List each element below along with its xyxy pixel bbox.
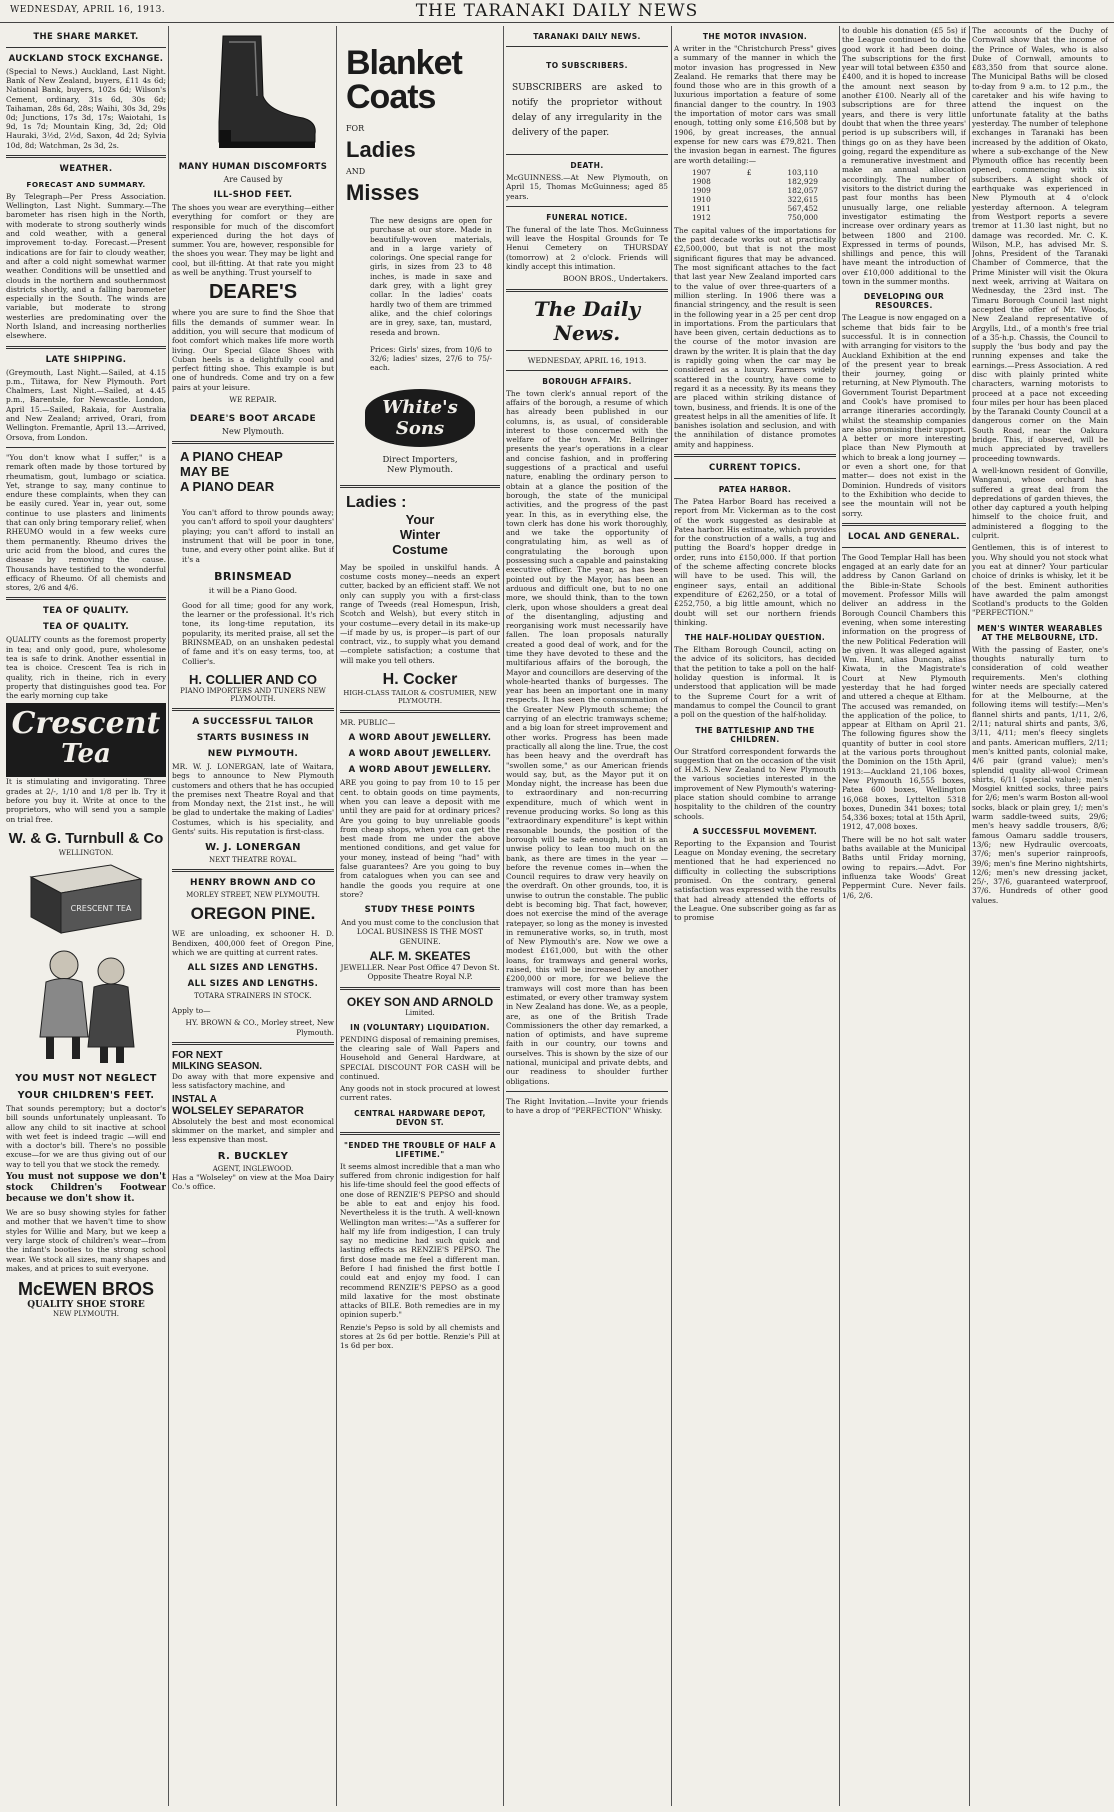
central-hardware-name: CENTRAL HARDWARE DEPOT, DEVON ST. [354,1108,486,1127]
importers-text: Direct Importers, [382,454,458,465]
tea-packet-label: CRESCENT TEA [70,903,132,913]
tailor-heading-2: STARTS BUSINESS IN [196,732,310,743]
skeates-name: ALF. M. SKEATES [369,949,471,964]
mcewen-name: McEWEN BROS [17,1279,154,1300]
patea-heading: PATEA HARBOR. [718,484,792,494]
resources-text: The League is now engaged on a scheme that bids fair to be successful. It is in connection with arranging for visitors to the Auckland Exhibition at the end of the present year to break their journey, going or returning, at New Plymouth. The Government Tourist Department and Cook's have promised to arrange itineraries accordingly, whilst the steamship companies are also promising their support. A better or more interesting place than New Plymouth at which to break a long journey —or even a short one, for that matter— does not exist in the Dominion. Hundreds of visitors to the Exhibition who decide to see the mountain will not be sorry. [842,313,966,518]
tea-packet-icon [21,857,151,937]
movement-text: Reporting to the Expansion and Tourist League on Monday evening, the secretary mentioned that he had experienced no difficulty in collecting the subscriptions promised. On the contrary, general satisfaction was expressed with the results that had already attended the efforts of the League. One subscriber going as far as to promise [674,838,836,923]
jewellery-heading-2: A WORD ABOUT JEWELLERY. [348,749,492,760]
ladies-costume-heading: Ladies : [346,493,407,511]
shoe-text: The shoes you wear are everything—either everything for comfort or they are responsible for much of the discomfort experienced during the hot days of summer. You are, however, responsible for the shoes you wear. They may be light and cool, but ill-fitting. At that rate you might as well be anything. Trust yourself to [172,203,334,278]
death-text: McGUINNESS.—At New Plymouth, on April 15, Thomas McGuinness; aged 85 years. [506,173,668,201]
wolseley-heading: WOLSELEY SEPARATOR [172,1104,304,1117]
turnbull-city: WELLINGTON. [58,848,114,857]
importers-city: New Plymouth. [387,464,453,475]
suppose-body: We are so busy showing styles for father and mother that we haven't time to show styles for Willie and Mary, but we keep a very large stock of children's wear—from the infant's booties to the strong school wear. We stock all sizes, many shapes and makes, and at prices to suit everyone. [6,1208,166,1273]
piano-heading-1: A PIANO CHEAP [180,449,283,465]
column-rule [168,26,169,1806]
for-text: FOR [346,124,365,133]
prices-text: Prices: Girls' sizes, from 10/6 to 32/6; ladies' sizes, 27/6 to 75/- each. [370,344,492,373]
taranaki-heading: TARANAKI DAILY NEWS. [533,32,641,41]
milking-heading-2: MILKING SEASON. [172,1061,263,1073]
column-5 [674,26,836,1806]
local-general-text: The Good Templar Hall has been engaged at an early date for an address by Canon Garland on the Bible-in-State Schools movement. Professor Mills will deliver an address in the Borough Council Chambers this evening, when some interesting information on the progress of the new Political Federation will be given. It was alleged against Wm. Hunt, alias Duncan, alias Kiwata, in the Magistrate's Court at New Plymouth yesterday that he had forged and uttered a cheque at Eltham. The accused was remanded, on the application of the police, to appear at Eltham on April 21. The following figures show the quantity of butter in cool store at the various ports throughout the Dominion on the 15th April, 1913:—Auckland 21,106 boxes, New Plymouth 16,555 boxes, Patea 600 boxes, Wellington 16,068 boxes, Lyttelton 5318 boxes, Dunedin 341 boxes; total 54,336 boxes; total at 15th April, 1912, 47,008 boxes. [842,552,966,832]
sizes-heading-1: ALL SIZES AND LENGTHS. [187,963,319,974]
weather-heading: WEATHER. [59,163,113,174]
cocker-tagline: HIGH-CLASS TAILOR & COSTUMIER, NEW PLYMOUTH. [343,689,497,706]
table-row: 1912 750,000 [692,212,818,222]
buckley-agent: AGENT, INGLEWOOD. [212,1164,294,1173]
column-6 [842,26,966,1806]
news-items-text: The accounts of the Duchy of Cornwall show that the income of the Prince of Wales, who is also Duke of Cornwall, amounts to £83,350 from that source alone. The Municipal Baths will be closed to-day from 9 a.m. to 12 p.m., the caretaker and his wife having to attend the inquest on the unfortunate fatality at the baths yesterday. The number of telephone exchanges in Taranaki has been increased by the addition of Okato, where a sub-exchange of the New Plymouth office has recently been opened, commencing with six subscribers. A slight shock of earthquake was experienced in New Plymouth at 4 o'clock yesterday afternoon. A telegram from Westport reports a severe tremor at 11.30 last night, but no damage was recorded. Mr. C. K. Wilson, M.P., has advised Mr. S. Johns, President of the Taranaki Chamber of Commerce, that the Prime Minister will visit the Okura next week, arriving at Waitara on Wednesday, the 23rd inst. The Timaru Borough Council last night accepted the offer of Mr. Woods, New Zealand representative of Argylls, Ltd., of a month's free trial of a 35-h.p. Chassis, the Council to supply the 'bus body and pay the running expenses and take the earnings.—Press Association. A red disc with plainly printed white characters, warning motorists to proceed at a pace not exceeding four miles per hour has been placed by the Taranaki County Council at a dangerous corner on the Main South Road, near the Oakura bridge. This, if observed, will be much appreciated by travellers proceeding townwards. [972,26,1108,463]
tailor-heading-1: A SUCCESSFUL TAILOR [192,716,314,727]
misses-heading: Misses [346,180,420,205]
column-3 [340,26,500,1806]
borough-heading: BOROUGH AFFAIRS. [542,376,632,386]
repair-text: WE REPAIR. [229,395,277,405]
tea-word: Tea [61,739,111,770]
neglect-text: That sounds peremptory; but a doctor's bill sounds unfortunately unpleasant. To allow any child to sit inactive at school with wet feet is indeed tragic —will end with a doctor's bill. There's no possible excuse—for we are thus giving out of our way to tell you that we stock the remedy. [6,1103,166,1169]
suppose-text: You must not suppose we don't stock Children's Footwear because we don't show it. [6,1172,166,1205]
movement-heading: A SUCCESSFUL MOVEMENT. [692,826,818,836]
shipping-text: (Greymouth, Last Night.—Sailed, at 4.15 p.m., Tiitawa, for New Plymouth. Port Chalmers, Last Night.—Sailed, at 4.45 p.m., Barentsle, for Newcastle. London, April 15.—Sailed, Rakaia, for Australia and New Zealand; arrived, Orari, from Wellington. Fremantle, April 13.—Arrived, Orsova, from London. [6,367,166,442]
piano-heading-2: MAY BE [180,464,230,480]
deares-city: New Plymouth. [221,427,285,437]
gonville-text: A well-known resident of Gonville, Wanganui, whose orchard has suffered a great deal from the depredations of garden thieves, the other day captured a youth helping himself to the choice fruit, and administered a flogging to the culprit. [972,465,1108,541]
local-general-tail: There will be no hot salt water baths available at the Municipal Baths until Friday morning, owing to repairs.—Advt. For influenza take Woods' Great Peppermint Cure. Never fails. 1/6, 2/6. [842,834,966,900]
milking-heading-1: FOR NEXT [172,1050,223,1062]
column-rule [969,26,970,1806]
okey-text: PENDING disposal of remaining premises, the clearing sale of Wall Papers and Household and General Hardware, at SPECIAL DISCOUNT FOR CASH will be continued. [340,1034,500,1081]
crescent-ad-text: It is stimulating and invigorating. Three grades at 2/-, 1/10 and 1/8 per lb. Try it before you buy it. Write at once to the proprietors, who will send you a sample on trial free. [6,777,166,824]
share-market-heading: THE SHARE MARKET. [33,32,139,42]
weather-text: By Telegraph—Per Press Association. Wellington, Last Night. Summary.—The barometer has risen high in the North, with moderate to strong southerly winds and cold weather, with a general improvement to-day. Forecast.—Present indications are for fair to cloudy weather, and after a cold night somewhat warmer weather. Conditions will be unsettled and clouds in the northern and southernmost districts shortly, and a falling barometer especially in the South. The winds are variable, but moderate to strong westerlies are predominating over the North Island, and increasing northerlies elsewhere. [6,191,166,341]
forecast-heading: FORECAST AND SUMMARY. [26,179,146,189]
subscribers-text: SUBSCRIBERS are asked to notify the proprietor without delay of any irregularity in the delivery of the paper. [512,83,662,138]
melbourne-text: With the passing of Easter, one's thoughts naturally turn to consideration of cold weather requirements. Men's clothing winter needs are specially catered for at the Melbourne, at the following items will testify:—Men's flannel shirts and pants, 1/11, 2/6, 2/11; natural shirts and pants, 3/6, 3/11, 4/11; men's fleecy singlets and pants. American mufflers, 2/11; men's knitted pants, colonial make, 4/6 pair (grand value); men's splendid quality all-wool Crimean shirts, 6/11 (special value); men's Mosgiel knitted socks, three pairs for 2/6; men's warm Boston all-wool socks, black or plain grey, 1/; men's warm saddle-tweed suits, 29/6; men's heavy saddle trousers, 8/6; famous Oamaru saddle trousers, 13/6; new Hydraulic overcoats, 37/6; men's superior rainproofs, 39/6; men's fine Merino nightshirts, 12/6; men's new dressing jacket, 25/-, 37/6, guaranteed waterproof, 37/6. Hundreds of other good values. [972,644,1108,905]
resources-heading: DEVELOPING OUR RESOURCES. [863,292,945,311]
deares-text: where you are sure to find the Shoe that fills the demands of summer wear. In addition, you will secure that modicum of foot comfort which makes life more worth living. Our Special Glace Shoes with Cuban heels is a delightfully cool and perfect fitting shoe. This example is but one of hundreds. Come and try on a few pairs at your leisure. [172,308,334,392]
crescent-tea-logo [6,703,166,777]
buckley-text: Has a "Wolseley" on view at the Moa Dairy Co.'s office. [172,1172,334,1191]
battleship-heading: THE BATTLESHIP AND THE CHILDREN. [695,725,815,744]
current-topics-heading: CURRENT TOPICS. [708,462,802,473]
column-7 [972,26,1108,1806]
wolseley-text: Absolutely the best and most economical skimmer on the market, and simpler and less expensive than most. [172,1116,334,1145]
collier-tagline: PIANO IMPORTERS AND TUNERS NEW PLYMOUTH. [180,686,326,703]
jewellery-heading-3: A WORD ABOUT JEWELLERY. [348,765,492,776]
cocker-name: H. Cocker [382,671,458,689]
ended-heading: "ENDED THE TROUBLE OF HALF A LIFETIME." [344,1140,496,1159]
milking-text: Do away with that more expensive and less satisfactory machine, and [172,1072,334,1091]
auckland-heading: AUCKLAND STOCK EXCHANGE. [8,54,164,64]
motor-text: A writer in the "Christchurch Press" gives a summary of the manner in which the motor invasion has progressed in New Zealand. He remarks that there may be found those who are in this growth of a luxurious importation a feature of some financial danger to the country. In 1903 the importation of motor cars was small enough, totting only some £16,508 but by 1906, by great increases, the annual expense for new cars was £79,821. Then the invasion began in earnest. The figures are worth detailing:— [674,44,836,165]
apply-text: Apply to— [172,1006,211,1016]
editorial-date: WEDNESDAY, APRIL 16, 1913. [527,355,647,365]
tailor-text: MR. W. J. LONERGAN, late of Waitara, begs to announce to New Plymouth customers and others that he has occupied the premises next Theatre Royal and that from Monday next, the 21st inst., he will be glad to undertake the making of Ladies' Costumes, which is his speciality, and Gents' suits. His reputation is first-class. [172,761,334,836]
coats-heading: Coats [346,78,436,116]
column-rule [503,26,504,1806]
neglect-heading: YOU MUST NOT NEGLECT [15,1072,157,1084]
column-rule [336,26,337,1806]
death-heading: DEATH. [570,161,604,170]
skeates-address: JEWELLER. Near Post Office 47 Devon St. Opposite Theatre Royal N.P. [340,963,500,982]
henry-brown-address: MORLEY STREET, NEW PLYMOUTH. [186,891,320,900]
ended-text: It seems almost incredible that a man who suffered from chronic indigestion for half his life-time should feel the good effects of one dose of RENZIE'S PEPSO and should be able to eat and enjoy his food. Nevertheless it is the truth. A well-known Wellington man writes:—"As a sufferer for half my life from indigestion, I can truly say no medicine had such quick and lasting effects as RENZIE'S PEPSO. The first dose made me feel a different man. Before I had finished the first bottle I could eat and enjoy my food. I can recommend RENZIE'S PEPSO as a good mild laxative for the most obstinate attacks of BILE. Both remedies are in my opinion superb." [340,1161,500,1320]
tailor-heading-3: NEW PLYMOUTH. [207,748,299,759]
melbourne-heading: MEN'S WINTER WEARABLES AT THE MELBOURNE, LTD. [977,623,1103,642]
hy-brown-text: HY. BROWN & CO., Morley street, New Plymouth. [185,1018,334,1037]
brinsmead-name: BRINSMEAD [214,569,292,583]
oregon-heading: OREGON PINE. [190,904,316,924]
sizes-heading-2: ALL SIZES AND LENGTHS. [187,979,319,990]
winter-heading-1: Your [405,511,435,527]
column-4 [506,26,668,1806]
undertakers-text: BOON BROS., Undertakers. [563,274,668,284]
henry-brown-name: HENRY BROWN AND CO [190,878,316,889]
rheumo-ad-text: "You don't know what I suffer," is a remark often made by those tortured by rheumatism, gout, lumbago or sciatica. Yet, strange to say, many continue to endure these complaints, when they can be easily cured. Year in, year out, some continue to use plasters and liniments that can only bring temporary relief, when RHEUMO would in a few weeks cure them permanently. Rheumo drives the uric acid from the blood, and cures the disease by removing the cause. Thousands have testified to the wonderful efficacy of Rheumo. Of all chemists and stores, 2/6 and 4/6. [6,452,166,593]
piano-heading-3: A PIANO DEAR [180,479,275,495]
winter-heading-3: Costume [392,541,448,557]
children-illustration-icon [16,937,156,1067]
motor-table [674,168,836,222]
jewellery-text: ARE you going to pay from 10 to 15 per cent. to obtain goods on time payments, when you can leave a deposit with me until they are paid for at ordinary prices? Are you going to buy unreliable goods from cheap shops, when you can get the best made from me under the above mentioned conditions, and get value for your money, instead of being "had" with false guarantees? Are you going to buy from catalogues when you can see and handle the goods you require at one store? [340,778,500,899]
blanket-text: The new designs are open for purchase at our store. Made in beautifully-woven materials, and in a large variety of colorings. One special range for girls, in sizes from 23 to 48 inches, is made in saxe and dark grey, with a light grey collar. In the ladies' coats hardly two of them are trimmed alike, and the chief colorings are in grey, saxe, tan, mustard, reseda and brown. [370,216,492,337]
totara-text: TOTARA STRAINERS IN STOCK. [194,992,312,1001]
borough-text: The town clerk's annual report of the affairs of the borough, a resume of which has already been published in our columns, is, as usual, of considerable interest to those concerned with the welfare of the town. Mr. Bellringer presents the year's operations in a clear and concise fashion, and in proffering suggestions of a practical and useful nature, enabling the ordinary person to obtain at a glance the position of the borough, the state of the municipal activities, and the progress of the past year. In this, as in everything else, the town clerk has done his work thoroughly, and we take the opportunity of congratulating him, as well as of congratulating the borough upon possessing such a capable and painstaking executive officer. The year, as has been pointed out by the Mayor, has been an arduous and difficult one, but to no one more, we should think, than to the town clerk, upon whose shoulders a great deal of the disentangling, adjusting and reorganising work must necessarily have fallen. The loan proposals naturally created a good deal of work, and for the time they have devoted to these and the multifarious affairs of the borough, the Mayor and councillors are deserving of the whole-hearted thanks of burgesses. The year has been an important one in many respects. It has seen the consummation of the Greater New Plymouth scheme; the carrying of an electric tramways scheme; and a big loan for street improvement and other works. Progress has been made practically all along the line. True, the cost has been heavy and the overdraft has "swollen some," as our American friends would say, but, as the Mayor put it on Monday night, the increase has been due to extraordinary and non-recurring expenditure, much of which went in revenue producing works. So long as this "extraordinary expenditure" is kept within reasonable bounds, the position of the borough will be safe enough, but it is an unwise policy to lean too much on the bank, as there are times in the year —before the revenue comes in—when the Council requires to draw very heavily on the overdraft. On other grounds, too, it is unwise to outrun the constable. The public debt is becoming big. That fact, however, does not exercise the mind of the average ratepayer, so long as the money is invested in remunerative works, so, in truth, most of New Plymouth's are. Now we owe a modest £161,000, but with the other loans, for tramways and general works, raised, this will be increased by another £200,000 or more, for we believe the tramways will cost more than has been estimated, or every other tramway system in New Zealand has done. We, as a people, are, as one of the British Trade Commissioners the other day remarked, a nation of optimists, and have supreme faith in our country, our towns and ourselves. This is shown by the size of our national, municipal and private debts, and our readiness to shoulder further obligations. [506,388,668,1086]
whites-sons-logo: White's Sons [365,389,475,447]
collier-name: H. COLLIER AND CO [188,671,318,687]
ended-tail: Renzie's Pepso is sold by all chemists and stores at 2s 6d per bottle. Renzie's Pill at 1s 6d per box. [340,1322,500,1351]
patea-text: The Patea Harbor Board has received a report from Mr. Vickerman as to the cost of the work suggested as desirable at Patea harbor. His estimate, which provides for the construction of a walls, a tug and putting the Board's hopper dredge in order, runs into £150,000. If that portion of the scheme affecting concrete blocks will have to be used. This will, the engineer says, entail an additional expenditure of £262,250, or a total of £252,750, a big little amount, which no doubt will set our northern friends thinking. [674,496,836,627]
table-row: 1907 £ 103,110 [692,167,818,177]
column-rule [839,26,840,1806]
lonergan-address: NEXT THEATRE ROYAL. [209,856,297,865]
ladies-heading: Ladies [346,137,416,162]
battleship-text: Our Stratford correspondent forwards the suggestion that on the occasion of the visit of H.M.S. New Zealand to New Plymouth the various societies interested in the improvement of New Plymouth's watering-place station should combine to arrange hospitality to the children of the country schools. [674,746,836,821]
turnbull-name: W. & G. Turnbull & Co [8,829,164,847]
motor-heading: THE MOTOR INVASION. [702,32,808,41]
piano-good-text: it will be a Piano Good. [208,585,298,595]
conclusion-text: And you must come to the conclusion that LOCAL BUSINESS IS THE MOST GENUINE. [341,918,499,946]
auckland-stock-text: (Special to News.) Auckland, Last Night. Bank of New Zealand, buyers, £11 4s 6d; National Bank, buyers, 102s 6d; Wilson's Cement, ordinary, 31s 6d, 30s 6d; Taihaman, 28s 6d, 28s; Waihi, 30s 3d, 29s 0d; Junctions, 17s 3d, 17s; Waiotahi, 1s 9d, 1s 7d; Mountain King, 3d, 2d; Old Hauraki, 3½d, 2½d, Saxon, 4d 2d; Sylvia 10d, 8d; Watchman, 2s 3d, 2s. [6,67,166,150]
tea-heading-2: TEA OF QUALITY. [43,622,129,633]
half-holiday-text: The Eltham Borough Council, acting on the advice of its solicitors, has decided that the petition to take a poll on the half-holiday question is informal. It is understood that application will be made to the Supreme Court for a writ of mandamus to compel the Council to grant a poll on the question of the half-holiday. [674,645,836,720]
column-rule [671,26,672,1806]
daily-news-nameplate: The Daily News. [533,296,641,345]
liquidation-heading: IN (VOLUNTARY) LIQUIDATION. [350,1022,490,1032]
shipping-heading: LATE SHIPPING. [45,354,127,365]
piano-text: You can't afford to throw pounds away; you can't afford to spoil your daughters' playing; you can't afford to install an instrument that will be poor in tone, tune, and every other point alike. But if it's a [182,508,334,564]
blanket-heading: Blanket [346,44,462,82]
league-text: to double his donation (£5 5s) if the League continued to do the good work it had been doing. The subscriptions for the first year will total between £350 and £400, and it is hoped to increase the amount next season by another £100. Nearly all of the subscriptions are for three years, and there is very little doubt that when the three years' period is up subscribers will, if things go on as they have been going, regard the expenditure as a remunerative investment and make an annual allocation accordingly. The number of visitors to the district during the past four months has been unusually large, one reliable investigator estimating the increase over ordinary years as between 1800 and 2100. Expressed in terms of pounds, shillings and pence, this will have meant the introduction of over £10,000 additional to the town in the summer months. [842,26,966,287]
masthead [0,0,1114,23]
okey-limited: Limited. [405,1008,435,1017]
deares-logo: DEARE'S [208,281,298,304]
caused-text: Are Caused by [223,175,283,184]
piano-text-2: Good for all time; good for any work, the learner or the professional. It's rich tone, its long-time reputation, its popularity, its merited praise, all set the BRINSMEAD, on an unshaken pedestal of fame and it's on easy terms, too, at Collier's. [182,600,334,666]
lowest-text: Any goods not in stock procured at lowest current rates. [340,1084,500,1103]
funeral-heading: FUNERAL NOTICE. [546,212,628,222]
table-row: 1910 322,615 [692,194,818,204]
cocker-text: May be spoiled in unskilful hands. A costume costs money—needs an expert cutter, backed by an efficient staff. We not only can supply you with a first-class range of Tweeds (real Homespun, Irish, Scotch and Welsh), but every stitch in your costume—every detail in its make-up—if made by us, is proper—is part of our contract, viz., to supply what you demand—complete satisfaction; a costume that will make you tell others. [340,562,500,665]
column-1 [6,26,166,1806]
motor-text-2: The capital values of the importations for the past decade works out at practically £2,500,000, but that is not the most significant figures that may be advanced. The most significant attaches to the fact that last year New Zealand imported cars to the value of over three-quarters of a million sterling. In 1906 there was a financial stringency, and the result is seen in the following year in a 25 per cent drop in importations. From the particulars that have been given, certain deductions as to the course of the motor invasion are drawn by the writer. It is plain that the day is rapidly going when the car may be considered as a luxury. Farmers widely scattered in the country, have come to regard it as a necessity. By its means they are placed within striking distance of town, business, and friends. It is one of the greatest helps in all the amenities of life. It banishes isolation and seclusion, and with the annihilation of distance promotes amity and happiness. [674,225,836,449]
mcewen-city: NEW PLYMOUTH. [53,1310,119,1319]
lonergan-name: W. J. LONERGAN [205,842,301,854]
crescent-word: Crescent [11,706,161,742]
boot-icon [183,26,323,156]
table-row: 1911 567,452 [692,203,818,213]
tea-heading: TEA OF QUALITY. [43,606,129,617]
column-2 [172,26,334,1806]
perfection-text: Gentlemen, this is of interest to you. Why should you not stock what you eat at dinner? Your particular choice of drinks is whisky, let it be of the best. Eminent authorities have awarded the palm amongst Scotland's products to the Golden "PERFECTION." [972,543,1108,618]
boot-arcade-name: DEARE'S BOOT ARCADE [189,414,317,425]
subscribers-heading: TO SUBSCRIBERS. [546,61,628,70]
neglect-heading-2: YOUR CHILDREN'S FEET. [17,1089,155,1101]
winter-heading-2: Winter [399,526,441,542]
discomforts-heading: MANY HUMAN DISCOMFORTS [178,162,328,172]
okey-name: OKEY SON AND ARNOLD [346,994,494,1009]
mcewen-tagline: QUALITY SHOE STORE [27,1300,145,1311]
local-general-heading: LOCAL AND GENERAL. [848,531,960,542]
tea-ad-text: QUALITY counts as the foremost property in tea; and only good, pure, wholesome tea is safe to drink. Another essential in tea is choice. Crescent Tea is rich in quality, rich in theine, rich in every property that distinguishes good tea. For the early morning cup take [6,635,166,701]
table-row: 1909 182,057 [692,185,818,195]
masthead-date: WEDNESDAY, APRIL 16, 1913. [10,5,166,15]
half-holiday-heading: THE HALF-HOLIDAY QUESTION. [684,633,826,643]
instal-heading: INSTAL A [172,1093,217,1105]
masthead-title: THE TARANAKI DAILY NEWS [415,1,699,21]
oregon-text: WE are unloading, ex schooner H. D. Bendixen, 400,000 feet of Oregon Pine, which we are quitting at current rates. [172,929,334,957]
public-text: MR. PUBLIC— [340,718,396,728]
study-heading: STUDY THESE POINTS [364,905,476,916]
jewellery-heading-1: A WORD ABOUT JEWELLERY. [348,733,492,744]
buckley-name: R. BUCKLEY [217,1150,289,1162]
borough-end-text: The Right Invitation.—Invite your friends to have a drop of "PERFECTION" Whisky. [506,1096,668,1116]
ill-shod-heading: ILL-SHOD FEET. [213,190,293,200]
funeral-text: The funeral of the late Thos. McGuinness will leave the Hospital Grounds for Te Henui Cemetery on THURSDAY (tomorrow) at 2 o'clock. Friends will kindly accept this intimation. [506,224,668,272]
table-row: 1908 182,929 [692,176,818,186]
and-text: AND [346,167,366,176]
